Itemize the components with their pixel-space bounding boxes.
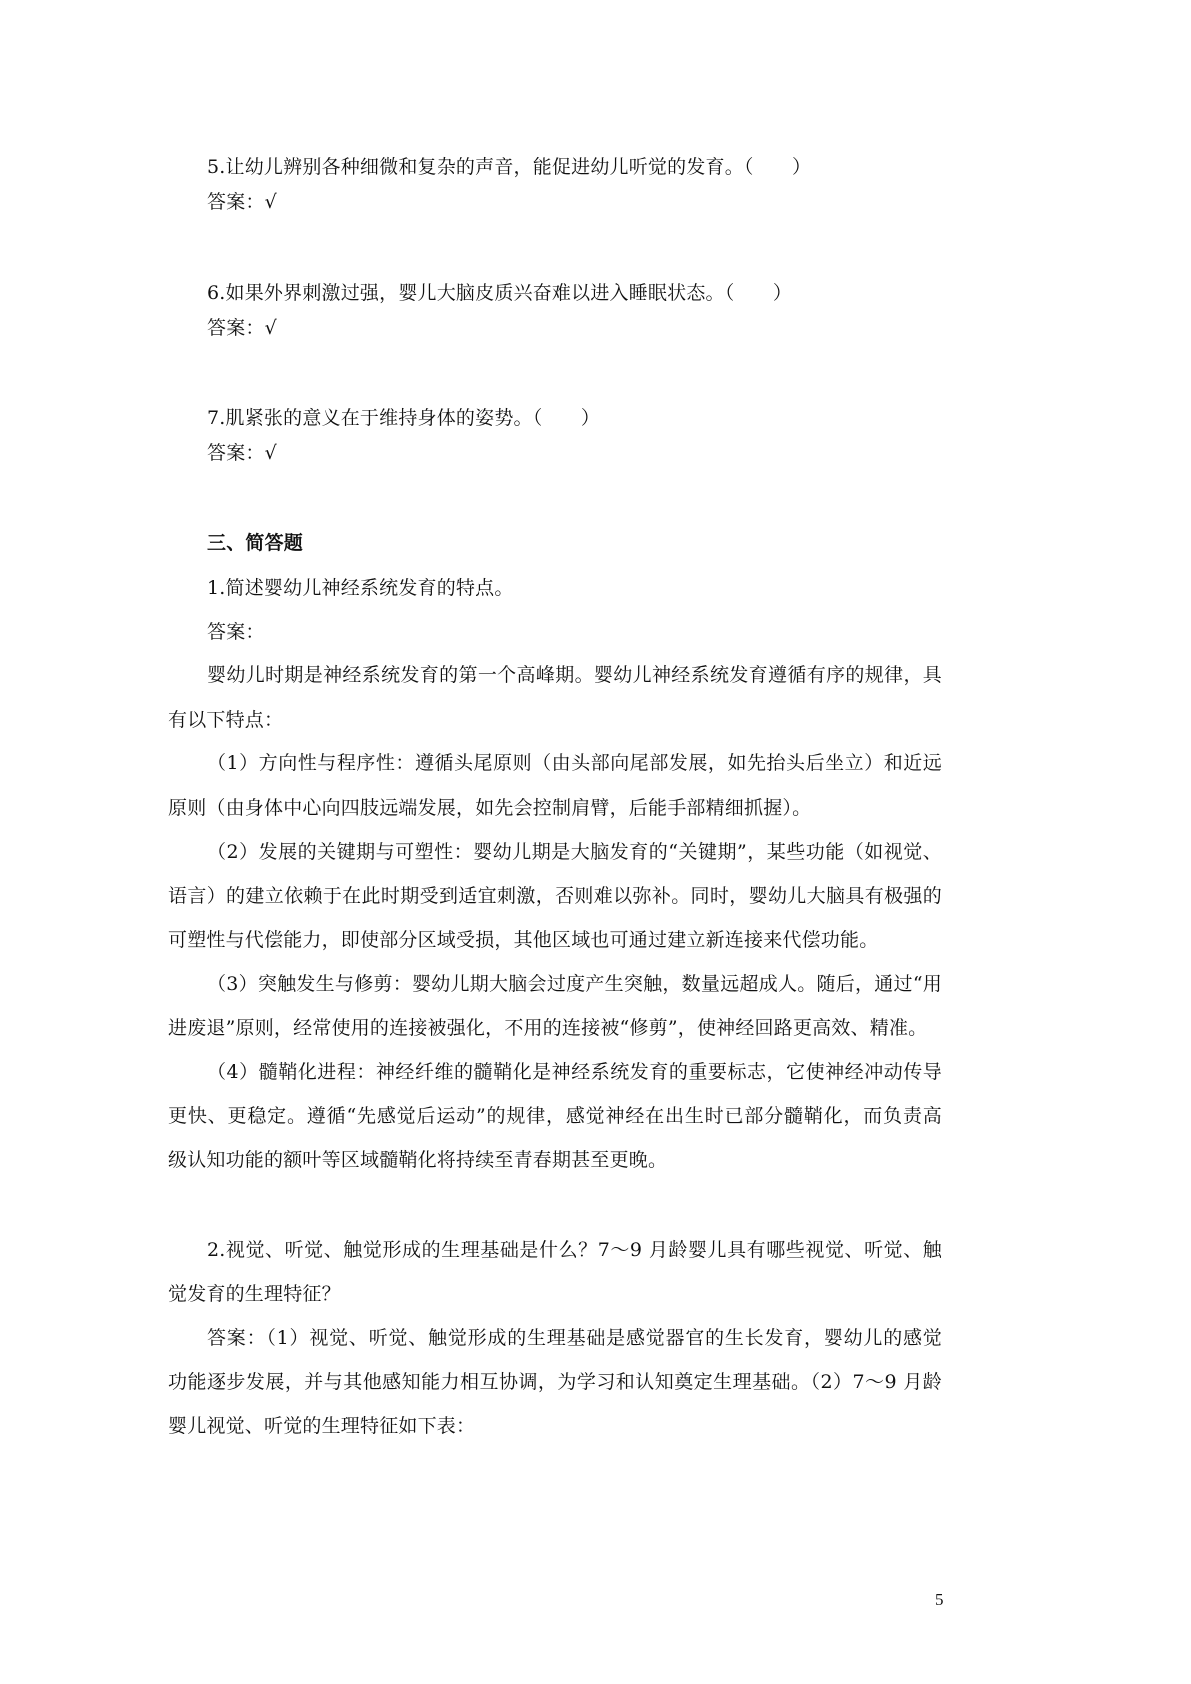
answer-line: （3）突触发生与修剪：婴幼儿期大脑会过度产生突触，数量远超成人。随后，通过“用: [207, 973, 942, 995]
answer-line: 可塑性与代偿能力，即使部分区域受损，其他区域也可通过建立新连接来代偿功能。: [168, 929, 879, 951]
tf-question-6: 6.如果外界刺激过强，婴儿大脑皮质兴奋难以进入睡眠状态。（ ）: [207, 282, 793, 304]
short-question-1: 1.简述婴幼儿神经系统发育的特点。: [207, 577, 514, 599]
section-heading: 三、简答题: [207, 532, 304, 554]
tf-answer-7: 答案：√: [207, 442, 277, 464]
answer-line: 功能逐步发展，并与其他感知能力相互协调，为学习和认知奠定生理基础。（2）7～9 月龄: [168, 1371, 942, 1393]
answer-line: 级认知功能的额叶等区域髓鞘化将持续至青春期甚至更晚。: [168, 1149, 668, 1171]
tf-question-5: 5.让幼儿辨别各种细微和复杂的声音，能促进幼儿听觉的发育。（ ）: [207, 156, 812, 178]
answer-line: 婴儿视觉、听觉的生理特征如下表：: [168, 1415, 476, 1437]
answer-line: 更快、更稳定。遵循“先感觉后运动”的规律，感觉神经在出生时已部分髓鞘化，而负责高: [168, 1105, 942, 1127]
short-question-2-cont: 觉发育的生理特征？: [168, 1283, 341, 1305]
answer-line: （1）方向性与程序性：遵循头尾原则（由头部向尾部发展，如先抬头后坐立）和近远: [207, 752, 942, 774]
answer-line: （4）髓鞘化进程：神经纤维的髓鞘化是神经系统发育的重要标志，它使神经冲动传导: [207, 1061, 942, 1083]
tf-question-7: 7.肌紧张的意义在于维持身体的姿势。（ ）: [207, 407, 601, 429]
tf-answer-6: 答案：√: [207, 317, 277, 339]
answer-line: 语言）的建立依赖于在此时期受到适宜刺激，否则难以弥补。同时，婴幼儿大脑具有极强的: [168, 885, 942, 907]
answer-line: 有以下特点：: [168, 709, 284, 731]
answer-line: （2）发展的关键期与可塑性：婴幼儿期是大脑发育的“关键期”，某些功能（如视觉、: [207, 841, 942, 863]
page-number: 5: [935, 1590, 944, 1609]
tf-answer-5: 答案：√: [207, 191, 277, 213]
answer-label: 答案：: [207, 621, 265, 643]
answer-line: 婴幼儿时期是神经系统发育的第一个高峰期。婴幼儿神经系统发育遵循有序的规律，具: [207, 664, 942, 686]
answer-line: 进废退”原则，经常使用的连接被强化，不用的连接被“修剪”，使神经回路更高效、精准。: [168, 1017, 928, 1039]
answer-line: 答案：（1）视觉、听觉、触觉形成的生理基础是感觉器官的生长发育，婴幼儿的感觉: [207, 1327, 942, 1349]
short-question-2: 2.视觉、听觉、触觉形成的生理基础是什么？7～9 月龄婴儿具有哪些视觉、听觉、触: [207, 1239, 942, 1261]
answer-line: 原则（由身体中心向四肢远端发展，如先会控制肩臂，后能手部精细抓握）。: [168, 797, 812, 819]
